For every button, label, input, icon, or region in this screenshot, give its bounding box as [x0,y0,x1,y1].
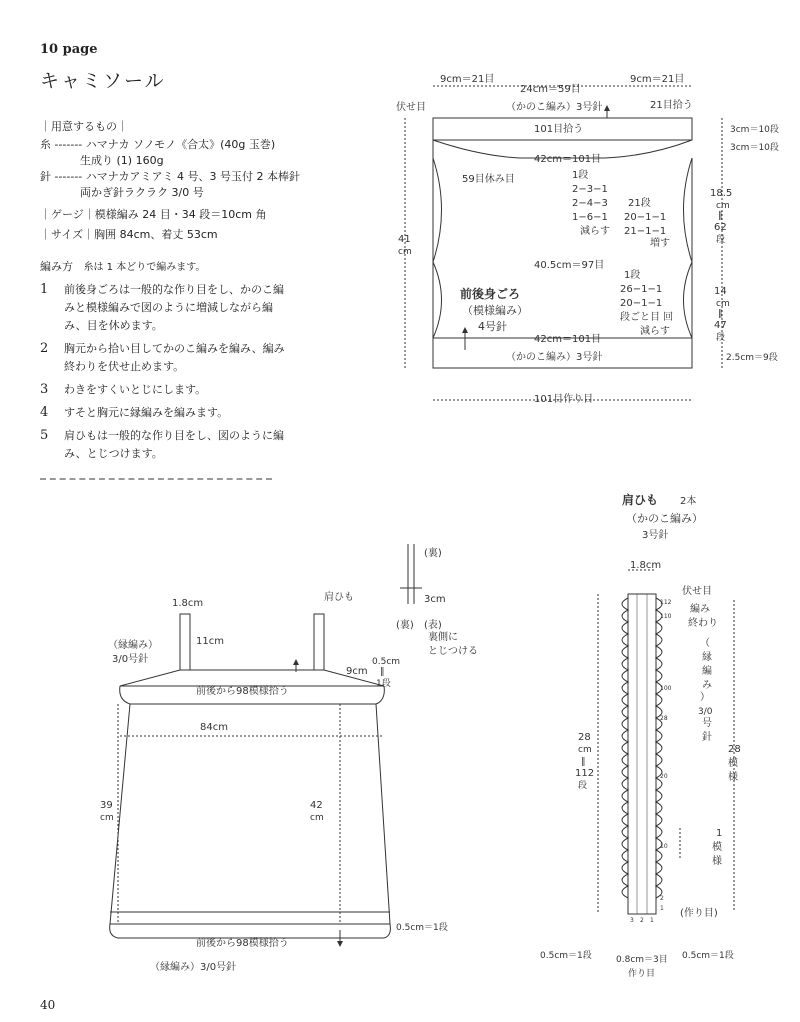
dim-d05-eq: ‖ [380,667,385,677]
strap-h28-right-1: 模 [728,758,738,769]
dim-w18: 1.8cm [172,598,204,609]
page-number: 40 [40,998,56,1012]
page-title: キャミソール [40,70,166,92]
strap-w18: 1.8cm [630,560,662,571]
label-strap: 肩ひも [324,592,354,603]
dec2-rule-4: 減らす [640,326,670,337]
dim-h14: 14 [714,286,727,297]
strap-row-2: 2 [660,895,664,902]
strap-row-100: 100 [660,685,672,692]
step-number: 3 [40,382,49,397]
method-note: 糸は 1 本どりで編みます。 [83,262,206,273]
strap-b08: 0.8cm＝3目 [616,955,668,965]
step-number: 5 [40,428,49,443]
strap-edge-6: 号 [702,718,712,729]
materials-needle: 針 ------- ハマナカアミアミ 4 号、3 号玉付 2 本棒針 [40,170,301,183]
strap-col-2: 2 [640,917,644,924]
strap-one-pat-0: 1 [716,828,723,839]
label-ura1: (裏) [424,548,442,559]
dim-h185: 18.5 [710,188,733,199]
label-attach1: 裏側に [428,632,458,643]
label-kanoko-top: （かのこ編み）3号針 [506,102,603,113]
strap-b08b: 作り目 [628,969,656,979]
strap-col-1: 1 [650,917,654,924]
inc-rule-1: 20−1−1 [624,212,667,223]
size-text: ｜サイズ｜胸囲 84cm、着丈 53cm [40,228,218,241]
dec2-rule-3: 段ごと目 回 [620,312,674,323]
dec-rule-1: 2−3−1 [572,184,608,195]
step-number: 1 [40,282,49,297]
dim-top-w1: 9cm＝21目 [440,74,495,85]
label-pattern: （模様編み） [462,304,528,317]
strap-fuse: 伏せ目 [682,586,712,597]
dim-w42-bot: 42cm＝101目 [534,334,602,345]
label-pick-top: 前後から98模様拾う [196,686,289,697]
dim-d05: 0.5cm [372,657,401,667]
step-text: 前後身ごろは一般的な作り目をし、かのこ編みと模様編みで図のように増減しながら編み、目を休めます。 [64,283,284,332]
dim-25: 2.5cm＝9段 [726,353,778,363]
strap-edge-0: （ [700,638,710,649]
strap-row-28: 28 [660,715,668,722]
dim-h39: 39 [100,800,113,811]
dim-h3cm: 3cm [424,594,446,605]
strap-row-110: 110 [660,613,672,620]
strap-row-112: 112 [660,599,672,606]
step-text: 胸元から拾い目してかのこ編みを編み、編み終わりを伏せ止めます。 [64,342,285,373]
label-edge-top: （縁編み） [108,640,158,651]
strap-h28-left-0: 28 [578,732,591,743]
strap-pattern: （かのこ編み） [626,512,703,525]
gauge-text: ｜ゲージ｜模様編み 24 目・34 段＝10cm 角 [40,208,267,221]
dim-h41-unit: cm [398,247,412,257]
dim-top-w2: 24cm＝59目 [520,84,581,95]
strap-row-20: 20 [660,773,668,780]
dim-w9: 9cm [346,666,368,677]
materials-yarn-color: 生成り (1) 160g [80,154,164,167]
strap-edge-3: み [702,680,712,691]
dim-h39-unit: cm [100,813,114,823]
label-attach2: とじつける [428,646,478,657]
dim-h14-unit: cm [716,299,730,309]
step-number: 4 [40,405,49,420]
label-fuse: 伏せ目 [396,102,426,113]
label-front-back-body: 前後身ごろ [460,287,521,301]
dec2-rule-2: 20−1−1 [620,298,663,309]
dec-rule-4: 減らす [580,226,610,237]
dec2-rule-1: 26−1−1 [620,284,663,295]
strap-edge-1: 縁 [702,652,712,663]
strap-needle: 3号針 [642,530,669,541]
inc-rule-2: 21−1−1 [624,226,667,237]
strap-row-10: 10 [660,843,668,850]
label-ura2: (裏) [396,620,414,631]
dec-rule-3: 1−6−1 [572,212,608,223]
strap-count: 2本 [680,496,697,507]
dim-w42-top: 42cm＝101目 [534,154,602,165]
strap-h28-right-0: 28 [728,744,741,755]
strap-h28-right-2: 様 [728,772,738,783]
label-pick-bot: 前後から98模様拾う [196,938,289,949]
inc-rule-0: 21段 [628,198,651,209]
dim-h42-unit: cm [310,813,324,823]
strap-h28-left-1: cm [578,745,592,755]
assembly-diagram [110,544,422,944]
dim-h14-rows: 47 [714,320,727,331]
label-edge-bot: （縁編み）3/0号針 [150,962,237,973]
strap-col-3: 3 [630,917,634,924]
dec2-rule-0: 1段 [624,270,641,281]
label-pick101: 101目拾う [534,124,584,135]
label-cast-on: 101目作り目 [534,394,594,405]
materials-header: ｜用意するもの｜ [40,120,128,133]
dim-h41: 41 [398,234,411,245]
dim-3cm-b: 3cm＝10段 [730,143,779,153]
strap-one-pat-2: 様 [712,856,722,867]
dim-d05-row: 1段 [376,679,391,689]
dec-rule-2: 2−4−3 [572,198,608,209]
strap-row-1: 1 [660,905,664,912]
label-needle4: 4号針 [478,320,507,333]
dim-h185-rows-unit: 段 [716,235,726,245]
label-rest59: 59目休み目 [462,174,515,185]
strap-b05a: 0.5cm＝1段 [540,951,592,961]
step-text: すそと胸元に縁編みを編みます。 [64,406,229,419]
strap-edge-7: 針 [702,732,712,743]
strap-h28-left-2: ‖ [581,757,586,767]
materials-needle2: 両かぎ針ラクラク 3/0 号 [80,186,204,199]
dec-rule-0: 1段 [572,170,589,181]
strap-edge-2: 編 [702,666,712,677]
strap-edge-5: 3/0 [698,707,713,717]
dim-w84: 84cm [200,722,228,733]
dim-h42: 42 [310,800,323,811]
dim-h185-rows: 62 [714,222,727,233]
inc-rule-3: 増す [650,238,670,249]
strap-end1: 編み [690,604,710,615]
label-kanoko-bot: （かのこ編み）3号針 [506,352,603,363]
dim-h14-eq: ‖ [718,309,723,319]
label-omote: (表) [424,620,442,631]
step-text: わきをすくいとじにします。 [64,383,207,396]
step-number: 2 [40,341,49,356]
dim-h185-unit: cm [716,201,730,211]
label-pick21: 21目拾う [650,100,693,111]
dim-3cm-a: 3cm＝10段 [730,125,779,135]
dim-hem-05: 0.5cm＝1段 [396,923,448,933]
strap-h28-left-3: 112 [575,768,595,779]
method-header: 編み方 [40,260,73,273]
dim-top-w3: 9cm＝21目 [630,74,685,85]
strap-b05b: 0.5cm＝1段 [682,951,734,961]
dim-h185-eq: ‖ [718,211,723,221]
step-text: 肩ひもは一般的な作り目をし、図のように編み、とじつけます。 [64,429,284,460]
strap-one-pat-1: 模 [712,842,722,853]
label-edge-top2: 3/0号針 [112,654,149,665]
page-label: 10 page [40,42,98,57]
strap-edge-4: ） [700,692,710,703]
materials-yarn: 糸 ------- ハマナカ ソノモノ《合太》(40g 玉巻) [40,138,276,151]
strap-title: 肩ひも [622,493,659,507]
dim-h14-rows-unit: 段 [716,333,726,343]
strap-h28-left-4: 段 [578,781,588,791]
strap-cast: (作り目) [680,908,718,919]
strap-end2: 終わり [688,618,718,629]
dim-h11: 11cm [196,636,224,647]
dim-w405: 40.5cm＝97目 [534,260,605,271]
